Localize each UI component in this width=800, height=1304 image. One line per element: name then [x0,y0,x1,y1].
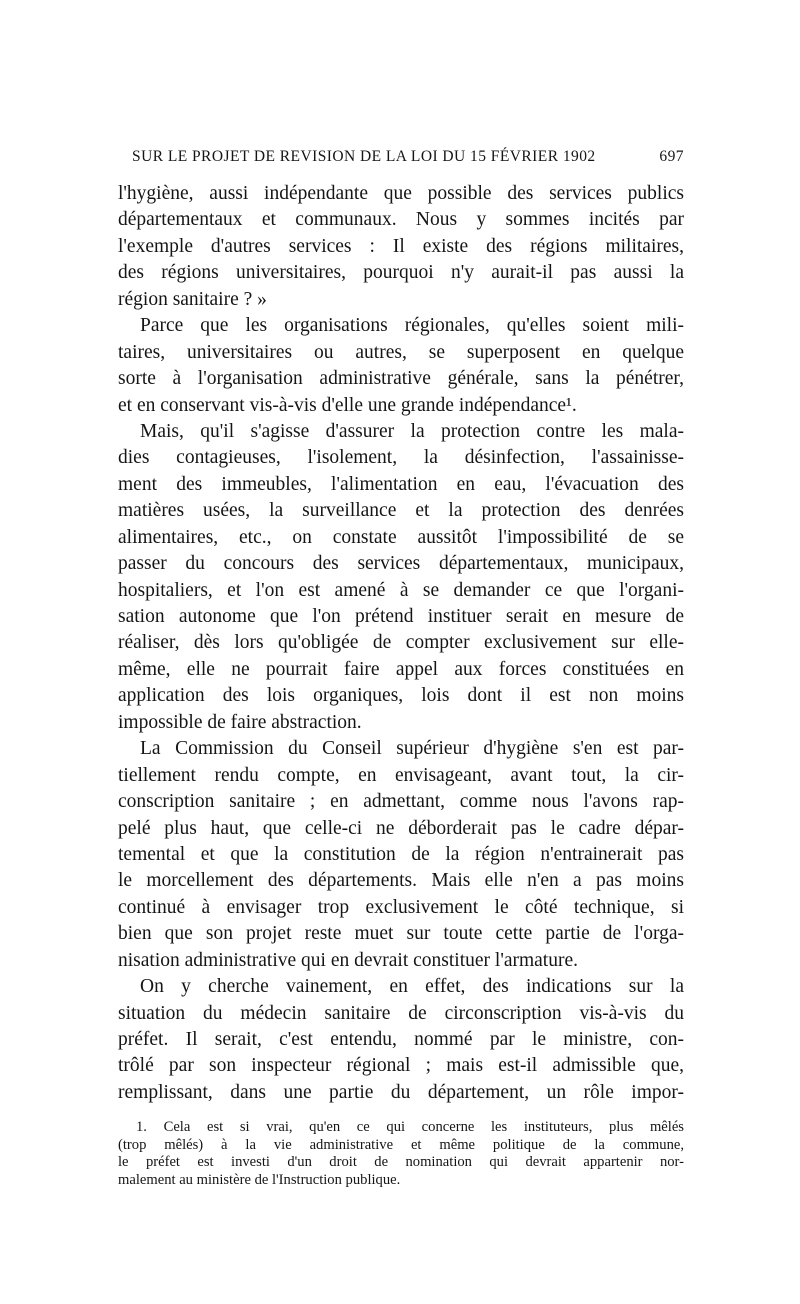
text-line: l'exemple d'autres services : Il existe des régions militaires, [118,235,684,257]
text-line: et en conservant vis-à-vis d'elle une grande indépendance¹. [118,394,577,416]
text-line: remplissant, dans une partie du département, un rôle impor- [118,1081,684,1103]
text-line: situation du médecin sanitaire de circonscription vis-à-vis du [118,1002,684,1024]
footnote-line: malement au ministère de l'Instruction publique. [118,1171,401,1188]
text-line: dies contagieuses, l'isolement, la désinfection, l'assainisse- [118,447,684,469]
running-head [118,148,684,170]
text-line: région sanitaire ? » [118,288,267,310]
text-line: taires, universitaires ou autres, se superposent en quelque [118,341,684,363]
text-line: hospitaliers, et l'on est amené à se demander ce que l'organi- [118,579,684,601]
text-line: des régions universitaires, pourquoi n'y aurait-il pas aussi la [118,262,684,284]
footnote-line: le préfet est investi d'un droit de nomination qui devrait appartenir nor- [118,1154,684,1171]
paragraph [118,736,684,974]
paragraph [118,181,684,313]
paragraph [118,419,684,736]
text-line: La Commission du Conseil supérieur d'hygiène s'en est par- [140,738,684,760]
text-line: l'hygiène, aussi indépendante que possible des services publics [118,183,684,204]
text-line: tiellement rendu compte, en envisageant, avant tout, la cir- [118,764,684,786]
text-line: temental et que la constitution de la région n'entrainerait pas [118,843,684,865]
text-line: pelé plus haut, que celle-ci ne déborderait pas le cadre dépar- [118,817,684,839]
text-line: impossible de faire abstraction. [118,711,362,733]
text-line: alimentaires, etc., on constate aussitôt l'impossibilité de se [118,526,684,548]
text-line: matières usées, la surveillance et la protection des denrées [118,500,684,522]
book-page [118,148,684,1189]
text-line: sorte à l'organisation administrative générale, sans la pénétrer, [118,368,684,390]
text-line: le morcellement des départements. Mais elle n'en a pas moins [118,870,684,892]
text-line: réaliser, dès lors qu'obligée de compter exclusivement sur elle- [118,632,684,654]
running-head-title: SUR LE PROJET DE REVISION DE LA LOI DU 15 FÉVRIER 1902 [132,148,596,165]
page-number: 697 [659,148,684,165]
footnote-line: 1. Cela est si vrai, qu'en ce qui concerne les instituteurs, plus mêlés [136,1119,684,1136]
text-line: application des lois organiques, lois dont il est non moins [118,685,684,707]
text-line: ment des immeubles, l'alimentation en eau, l'évacuation des [118,473,684,495]
text-line: bien que son projet reste muet sur toute cette partie de l'orga- [118,923,684,945]
text-line: passer du concours des services départementaux, municipaux, [118,553,684,575]
text-line: continué à envisager trop exclusivement le côté technique, si [118,896,684,918]
text-line: Parce que les organisations régionales, qu'elles soient mili- [140,315,684,337]
paragraph [118,313,684,419]
text-line: préfet. Il serait, c'est entendu, nommé par le ministre, con- [118,1029,684,1050]
text-line: trôlé par son inspecteur régional ; mais est-il admissible que, [118,1055,684,1077]
paragraph [118,974,684,1106]
footnote [118,1119,684,1189]
text-line: Mais, qu'il s'agisse d'assurer la protection contre les mala- [140,420,684,442]
body-text [118,181,684,1106]
text-line: conscription sanitaire ; en admettant, comme nous l'avons rap- [118,791,684,813]
text-line: On y cherche vainement, en effet, des indications sur la [140,976,684,998]
text-line: même, elle ne pourrait faire appel aux forces constituées en [118,658,684,680]
text-line: sation autonome que l'on prétend instituer serait en mesure de [118,606,684,627]
text-line: départementaux et communaux. Nous y sommes incités par [118,209,684,231]
text-line: nisation administrative qui en devrait constituer l'armature. [118,949,579,971]
footnote-line: (trop mêlés) à la vie administrative et même politique de la commune, [118,1136,684,1153]
